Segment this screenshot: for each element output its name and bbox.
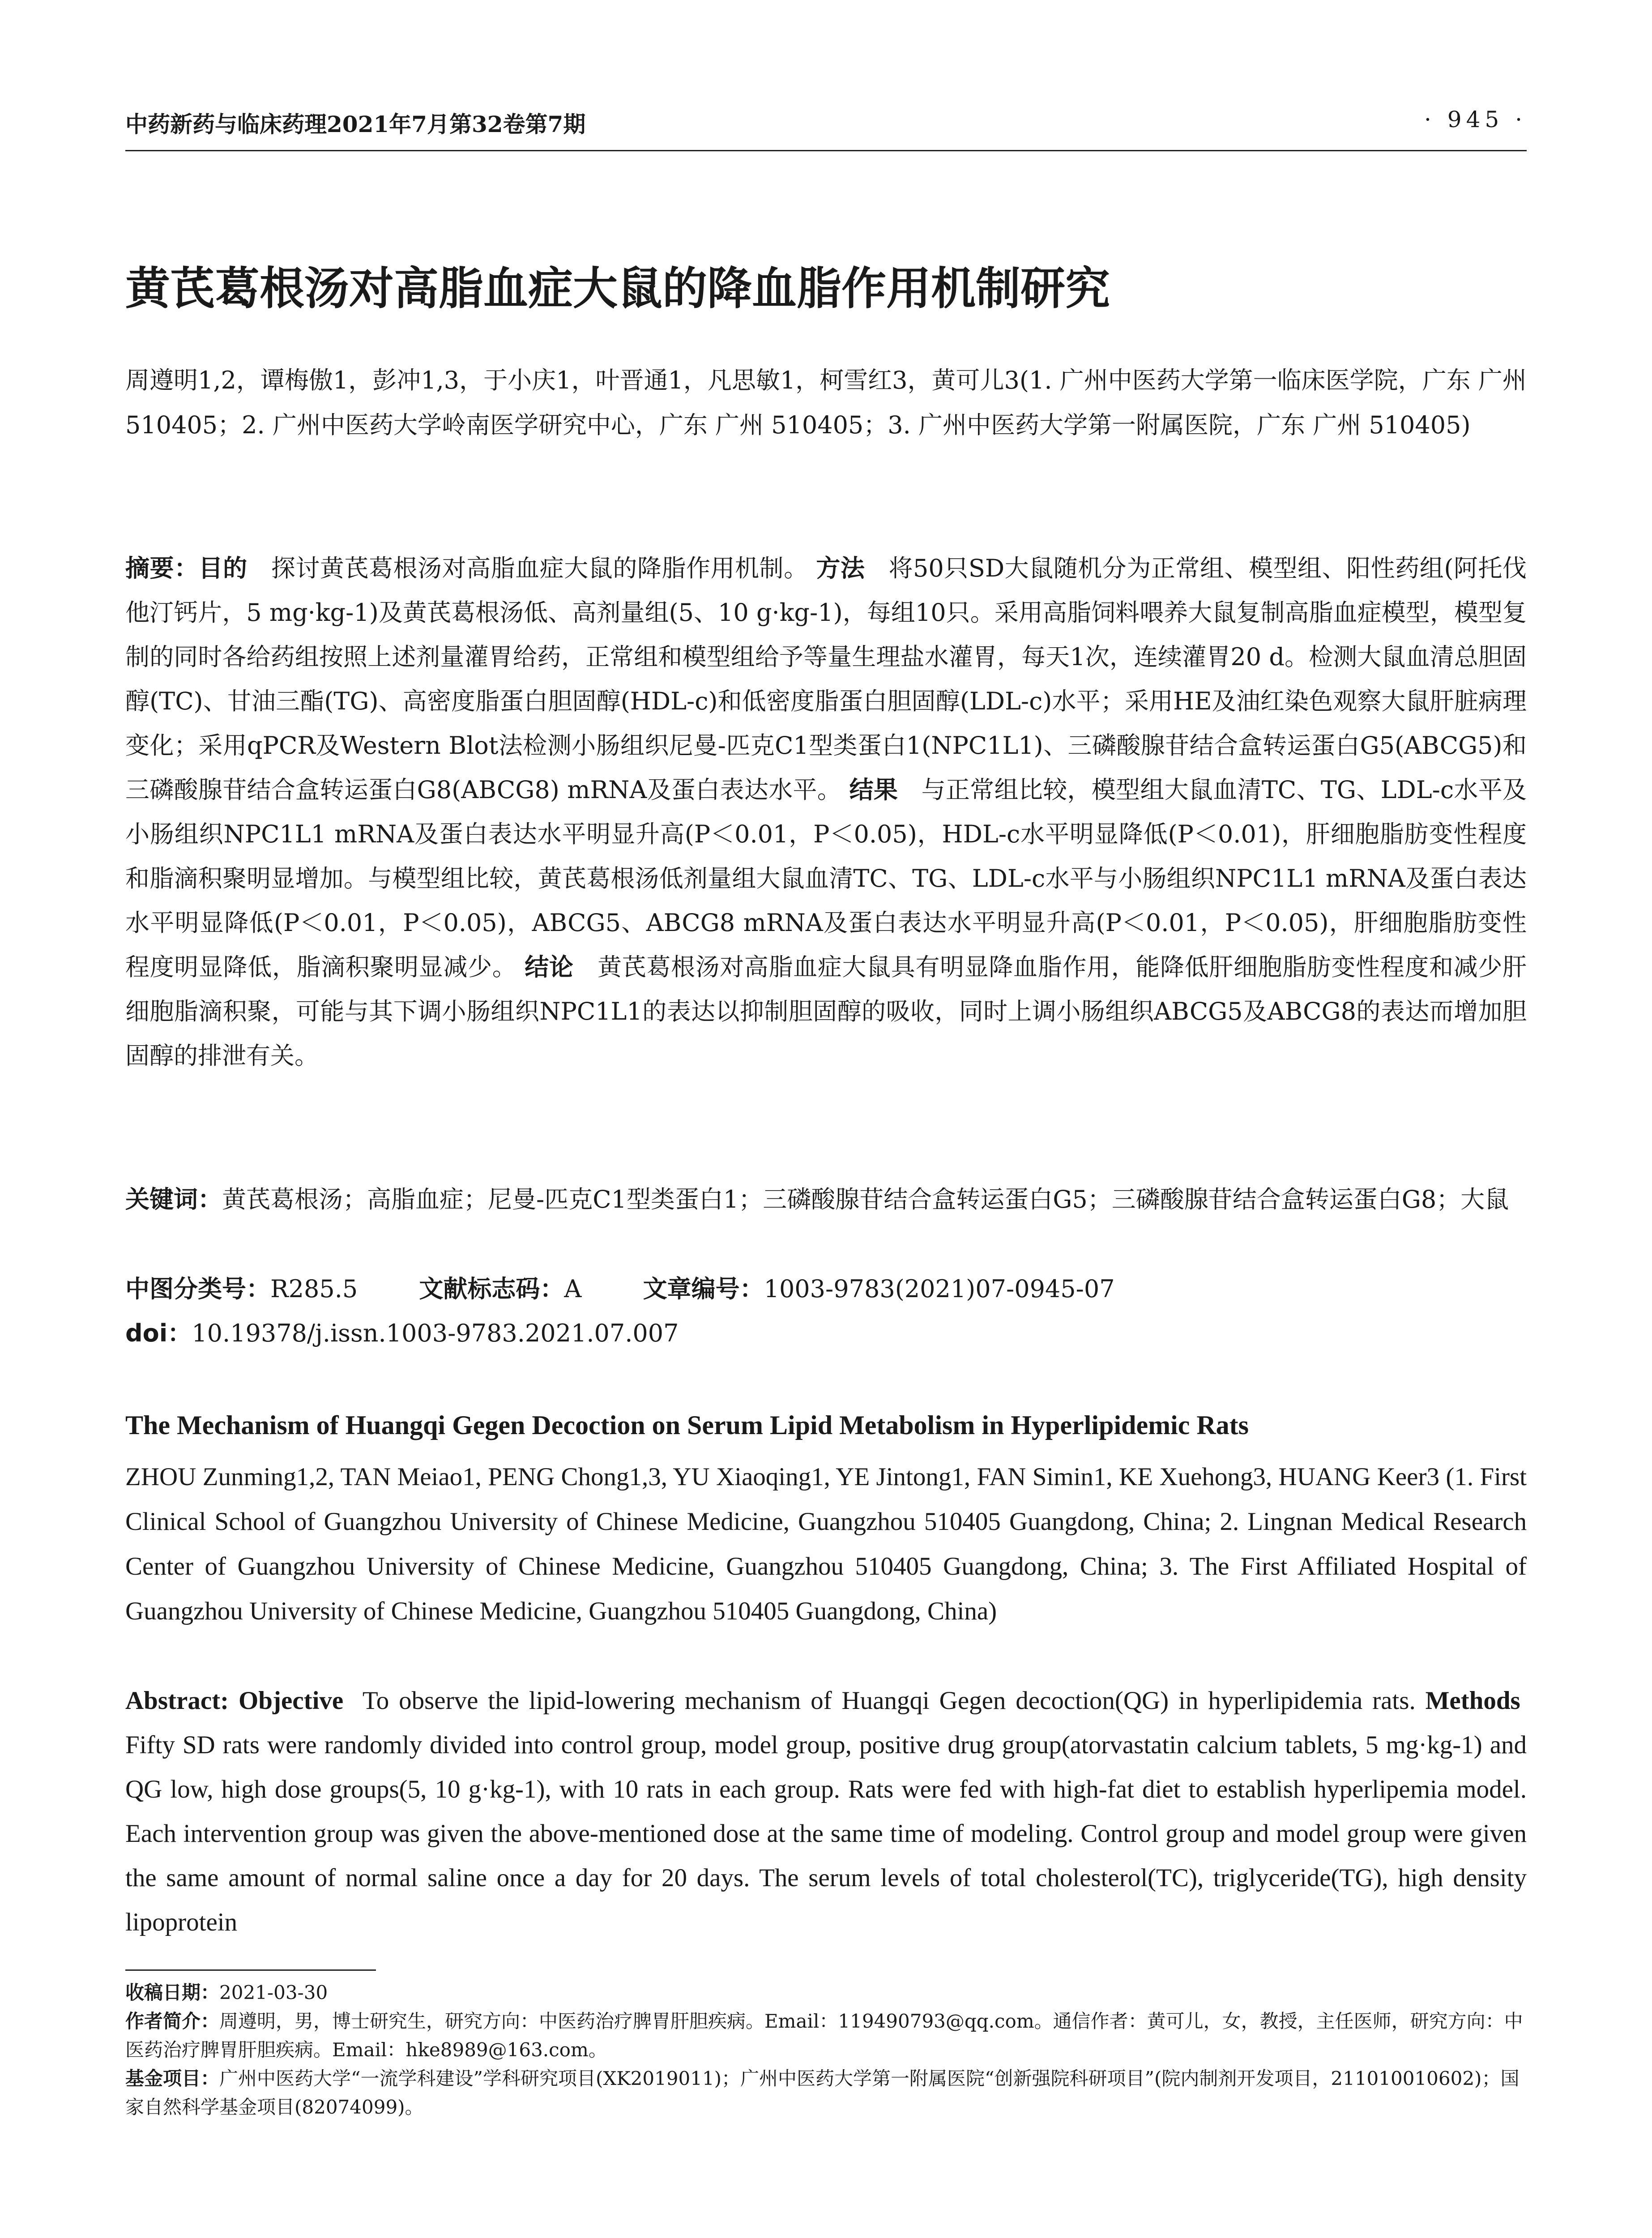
methods-label-cn: 方法 <box>816 554 865 582</box>
article-title-en: The Mechanism of Huangqi Gegen Decoction on Serum Lipid Metabolism in Hyperlipidemic Rats <box>125 1410 1249 1440</box>
article-no-label: 文章编号： <box>643 1275 764 1303</box>
objective-text-cn: 探讨黄芪葛根汤对高脂血症大鼠的降脂作用机制。 <box>271 554 808 582</box>
abstract-en <box>125 1678 1527 1944</box>
abstract-cn-label: 摘要： <box>125 554 199 582</box>
conclusion-text-cn: 黄芪葛根汤对高脂血症大鼠具有明显降血脂作用，能降低肝细胞脂肪变性程度和减少肝细胞脂滴积聚，可能与其下调小肠组织NPC1L1的表达以抑制胆固醇的吸收，同时上调小肠组织ABCG5及ABCG8的表达而增加胆固醇的排泄有关。 <box>125 953 1527 1070</box>
fund-text: 广州中医药大学“一流学科建设”学科研究项目(XK2019011)；广州中医药大学第一附属医院“创新强院科研项目”(院内制剂开发项目，211010010602)；国家自然科学基金项目(82074099)。 <box>125 2067 1520 2118</box>
abstract-en-label: Abstract: <box>125 1687 229 1715</box>
results-label-cn: 结果 <box>849 776 898 804</box>
clc-value: R285.5 <box>270 1275 358 1303</box>
keywords-text: 黄芪葛根汤；高脂血症；尼曼-匹克C1型类蛋白1；三磷酸腺苷结合盒转运蛋白G5；三磷酸腺苷结合盒转运蛋白G8；大鼠 <box>222 1185 1509 1213</box>
objective-label-en: Objective <box>238 1687 344 1715</box>
article-no-value: 1003-9783(2021)07-0945-07 <box>764 1275 1115 1303</box>
methods-label-en: Methods <box>1425 1687 1520 1715</box>
journal-name: 中药新药与临床药理2021年7月第32卷第7期 <box>125 111 586 137</box>
article-metadata <box>125 1267 1527 1355</box>
methods-text-cn: 将50只SD大鼠随机分为正常组、模型组、阳性药组(阿托伐他汀钙片，5 mg·kg-1)及黄芪葛根汤低、高剂量组(5、10 g·kg-1)，每组10只。采用高脂饲料喂养大鼠复制高脂血症模型，模型复制的同时各给药组按照上述剂量灌胃给药，正常组和模型组给予等量生理盐水灌胃，每天1次，连续灌胃20 d。检测大鼠血清总胆固醇(TC)、甘油三酯(TG)、高密度脂蛋白胆固醇(HDL-c)和低密度脂蛋白胆固醇(LDL-c)水平；采用HE及油红染色观察大鼠肝脏病理变化；采用qPCR及Western Blot法检测小肠组织尼曼-匹克C1型类蛋白1(NPC1L1)、三磷酸腺苷结合盒转运蛋白G5(ABCG5)和三磷酸腺苷结合盒转运蛋白G8(ABCG8) mRNA及蛋白表达水平。 <box>125 554 1527 804</box>
conclusion-label-cn: 结论 <box>525 953 574 981</box>
doi-label: doi： <box>125 1319 192 1347</box>
objective-label-cn: 目的 <box>198 554 248 582</box>
results-text-cn: 与正常组比较，模型组大鼠血清TC、TG、LDL-c水平及小肠组织NPC1L1 mRNA及蛋白表达水平明显升高(P＜0.01，P＜0.05)，HDL-c水平明显降低(P＜0.01)，肝细胞脂肪变性程度和脂滴积聚明显增加。与模型组比较，黄芪葛根汤低剂量组大鼠血清TC、TG、LDL-c水平与小肠组织NPC1L1 mRNA及蛋白表达水平明显降低(P＜0.01，P＜0.05)，ABCG5、ABCG8 mRNA及蛋白表达水平明显升高(P＜0.01，P＜0.05)，肝细胞脂肪变性程度明显降低，脂滴积聚明显减少。 <box>125 776 1527 981</box>
received-date: 2021-03-30 <box>219 1982 328 2003</box>
authors-cn: 周遵明1,2，谭梅傲1，彭冲1,3，于小庆1，叶晋通1，凡思敏1，柯雪红3，黄可儿3(1. 广州中医药大学第一临床医学院，广东 广州 510405；2. 广州中医药大学岭南医学研究中心，广东 广州 510405；3. 广州中医药大学第一附属医院，广东 广州 510405) <box>125 366 1527 439</box>
fund-label: 基金项目： <box>125 2067 220 2089</box>
methods-text-en: Fifty SD rats were randomly divided into control group, model group, positive drug group(atorvastatin calcium tablets, 5 mg·kg-1) and QG low, high dose groups(5, 10 g·kg-1), with 10 rats in each group. Rats were fed with high-fat diet to establish hyperlipemia model. Each intervention group was given the above-mentioned dose at the same time of modeling. Control group and model group were given the same amount of normal saline once a day for 20 days. The serum levels of total cholesterol(TC), triglyceride(TG), high density lipoprotein <box>125 1731 1527 1936</box>
author-info-text: 周遵明，男，博士研究生，研究方向：中医药治疗脾胃肝胆疾病。Email：119490793@qq.com。通信作者：黄可儿，女，教授，主任医师，研究方向：中医药治疗脾胃肝胆疾病。Email：hke8989@163.com。 <box>125 2010 1523 2061</box>
page-number: · 945 · <box>1424 107 1527 132</box>
article-title-cn: 黄芪葛根汤对高脂血症大鼠的降血脂作用机制研究 <box>125 262 1110 315</box>
running-header <box>125 107 1527 138</box>
header-divider <box>125 150 1527 151</box>
doc-code-value: A <box>564 1275 582 1303</box>
authors-en: ZHOU Zunming1,2, TAN Meiao1, PENG Chong1,3, YU Xiaoqing1, YE Jintong1, FAN Simin1, KE Xuehong3, HUANG Keer3 (1. First Clinical School of Guangzhou University of Chinese Medicine, Guangzhou 510405 Guangdong, China; 2. Lingnan Medical Research Center of Guangzhou University of Chinese Medicine, Guangzhou 510405 Guangdong, China; 3. The First Affiliated Hospital of Guangzhou University of Chinese Medicine, Guangzhou 510405 Guangdong, China) <box>125 1463 1527 1625</box>
footnotes <box>125 1978 1527 2122</box>
footnote-divider <box>125 1969 376 1971</box>
received-label: 收稿日期： <box>125 1982 220 2003</box>
keywords-label: 关键词： <box>125 1185 222 1213</box>
keywords-cn <box>125 1177 1527 1222</box>
doc-code-label: 文献标志码： <box>419 1275 564 1303</box>
author-info-label: 作者简介： <box>125 2010 220 2032</box>
doi-link[interactable]: 10.19378/j.issn.1003-9783.2021.07.007 <box>192 1319 679 1347</box>
clc-label: 中图分类号： <box>125 1275 270 1303</box>
objective-text-en: To observe the lipid-lowering mechanism of Huangqi Gegen decoction(QG) in hyperlipidemia rats. <box>362 1687 1416 1715</box>
abstract-cn <box>125 546 1527 1078</box>
